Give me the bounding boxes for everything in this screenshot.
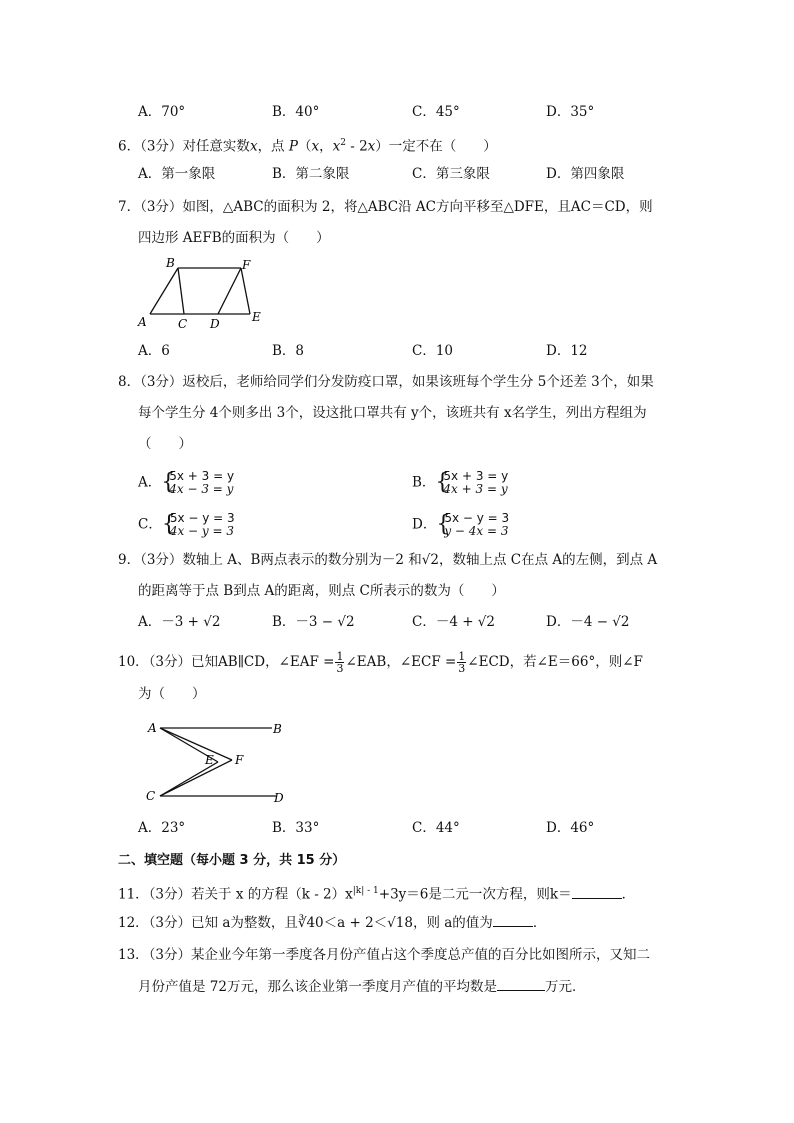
q8-option-c-system <box>162 512 235 538</box>
q8-options-row1 <box>0 464 794 496</box>
q11-text-a: 若关于 x 的方程（k - 2）x <box>191 886 353 903</box>
q7-stem-line2: 四边形 AEFB的面积为（ ） <box>138 230 330 246</box>
q10-frac2-den: 3 <box>458 662 466 675</box>
q9-option-a[interactable]: A．－3 + √2 <box>138 614 221 630</box>
q9-stem-line2: 的距离等于点 B到点 A的距离，则点 C所表示的数为（ ） <box>138 583 505 599</box>
q8-option-b[interactable] <box>412 470 508 496</box>
q8-option-d-system <box>436 512 509 538</box>
q10-frac1-den: 3 <box>336 662 344 675</box>
q8-option-c-label: C． <box>138 516 162 533</box>
q8-stem-line3: （ ） <box>138 436 192 452</box>
q10-option-c[interactable]: C．44° <box>412 820 460 836</box>
q6-exponent: 2 <box>340 138 346 148</box>
q12-score: （3分） <box>148 915 192 931</box>
q13-score: （3分） <box>148 947 192 963</box>
q6-option-b[interactable]: B．第二象限 <box>272 166 350 182</box>
q12-number: 12． <box>118 915 149 931</box>
q10-label-c: C <box>146 789 156 803</box>
q7-edge-fd <box>218 268 241 314</box>
q8-stem-line1 <box>118 372 654 392</box>
q5-options <box>0 102 794 122</box>
q10-line-ce <box>160 762 218 796</box>
q10-fraction-2 <box>457 651 466 674</box>
q12-answer-blank[interactable] <box>493 912 533 927</box>
q8-stem-line2: 每个学生分 4个则多出 3个，设这批口罩共有 y个，该班共有 x名学生，列出方程组为 <box>138 405 647 421</box>
q8-option-c-eq2: 4x − y = 3 <box>169 524 235 538</box>
q9-option-d[interactable]: D．－4 − √2 <box>546 614 630 630</box>
q8-option-b-label: B． <box>412 474 436 491</box>
q10-figure <box>140 716 300 808</box>
q6-score: （3分） <box>140 138 183 155</box>
q13-line1: 某企业今年第一季度各月份产值占这个季度总产值的百分比如图所示，又知二 <box>191 947 651 963</box>
q11-stem <box>118 881 635 905</box>
q7-label-c: C <box>178 317 188 331</box>
q10-stem-line1 <box>118 649 643 675</box>
q13-number: 13． <box>118 947 149 963</box>
q7-label-a: A <box>138 315 147 329</box>
q7-option-a[interactable]: A．6 <box>138 343 170 359</box>
q10-option-b[interactable]: B．33° <box>272 820 320 836</box>
q8-score: （3分） <box>140 374 183 390</box>
brace-icon: { <box>435 470 450 495</box>
q13-line2: 月份产值是 72万元，那么该企业第一季度月产值的平均数是 <box>138 979 497 995</box>
q10-option-a[interactable]: A．23° <box>138 820 186 836</box>
section-2-title: 二、填空题（每小题 3 分，共 15 分） <box>118 853 346 868</box>
q10-number: 10． <box>118 654 149 670</box>
q5-option-d[interactable]: D．35° <box>546 104 595 120</box>
q7-figure <box>134 256 264 332</box>
q11-text-end: ． <box>621 886 636 903</box>
q8-option-d-label: D． <box>412 516 437 533</box>
q9-stem-line1 <box>118 550 657 570</box>
q6-text-end: ）一定不在（ ） <box>375 138 497 155</box>
q8-option-b-system <box>435 470 508 496</box>
q6-text: 对任意实数 <box>182 138 250 155</box>
q10-label-f: F <box>235 753 244 767</box>
q6-point-p: P <box>288 138 298 155</box>
q12-stem <box>118 912 546 933</box>
q8-option-c[interactable] <box>138 512 235 538</box>
q10-line-cf <box>160 760 232 796</box>
q5-option-b[interactable]: B．40° <box>272 104 320 120</box>
q7-label-f: F <box>242 258 251 272</box>
q9-option-b[interactable]: B．－3 − √2 <box>272 614 355 630</box>
q6-var-x: x <box>249 138 258 155</box>
q9-score: （3分） <box>140 552 183 568</box>
q8-option-d-eq2: y − 4x = 3 <box>444 524 509 538</box>
q6-option-a[interactable]: A．第一象限 <box>138 166 216 182</box>
q10-score: （3分） <box>148 654 192 670</box>
q10-fraction-1 <box>335 651 344 674</box>
q7-line1: 如图，△ABC的面积为 2，将△ABC沿 AC方向平移至△DFE，且AC＝CD，则 <box>182 199 653 215</box>
q5-option-c[interactable]: C．45° <box>412 104 460 120</box>
q7-options <box>0 341 794 361</box>
q13-line2-end: 万元． <box>544 979 586 995</box>
q8-option-d[interactable] <box>412 512 509 538</box>
q8-option-a-label: A． <box>138 474 162 491</box>
q9-line1: 数轴上 A、B两点表示的数分别为－2 和√2，数轴上点 C在点 A的左侧，到点 A <box>182 552 658 568</box>
q10-stem-line2: 为（ ） <box>138 686 206 702</box>
q7-option-d[interactable]: D．12 <box>546 343 588 359</box>
q7-label-d: D <box>210 317 220 331</box>
q8-option-a[interactable] <box>138 470 234 496</box>
q7-edge-fe <box>241 268 250 314</box>
q6-coord-x: x <box>311 138 320 155</box>
q11-answer-blank[interactable] <box>572 884 622 899</box>
q8-line1: 返校后，老师给同学们分发防疫口罩，如果该班每个学生分 5个还差 3个，如果 <box>182 374 654 390</box>
q10-option-d[interactable]: D．46° <box>546 820 595 836</box>
brace-icon: { <box>436 512 451 537</box>
q6-coord-sep: ， <box>319 138 333 155</box>
q7-edge-bc <box>178 268 184 314</box>
q6-coord-x2: x <box>332 138 341 155</box>
q10-line-af <box>160 728 232 760</box>
q10-text-a: 已知AB∥CD，∠EAF = <box>191 654 335 670</box>
brace-icon: { <box>161 470 176 495</box>
q8-option-a-eq2: 4x − 3 = y <box>169 482 234 496</box>
q12-text-a: 已知 a为整数，且∛40＜a + 2＜√18，则 a的值为 <box>191 915 493 931</box>
q10-label-d: D <box>274 791 284 805</box>
q7-option-c[interactable]: C．10 <box>412 343 454 359</box>
q7-label-b: B <box>166 256 175 270</box>
q8-option-c-eq1: 5x − y = 3 <box>169 511 235 525</box>
q10-options <box>0 818 794 838</box>
q7-score: （3分） <box>140 199 183 215</box>
q10-frac1-num: 1 <box>336 650 344 663</box>
q13-stem-line2 <box>138 976 585 997</box>
q8-option-b-eq1: 5x + 3 = y <box>443 469 509 483</box>
q7-edge-ab <box>150 268 178 314</box>
q9-options <box>0 612 794 632</box>
q9-option-c[interactable]: C．－4 + √2 <box>412 614 496 630</box>
q9-number: 9． <box>118 552 141 568</box>
q10-label-b: B <box>273 722 282 736</box>
q6-minus: - 2 <box>345 138 368 155</box>
q11-score: （3分） <box>148 886 192 903</box>
q10-label-a: A <box>148 721 157 735</box>
q5-option-a[interactable]: A．70° <box>138 104 186 120</box>
q8-option-a-system <box>161 470 234 496</box>
q10-text-b: ∠EAB，∠ECF = <box>345 654 457 670</box>
q6-option-d[interactable]: D．第四象限 <box>546 166 625 182</box>
q6-options <box>0 164 794 184</box>
q8-number: 8． <box>118 374 141 390</box>
q8-option-a-eq1: 5x + 3 = y <box>169 469 235 483</box>
q11-text-b: +3y＝6是二元一次方程，则k＝ <box>378 886 572 903</box>
q10-label-e: E <box>205 753 214 767</box>
q7-option-b[interactable]: B．8 <box>272 343 305 359</box>
q12-text-end: ． <box>532 915 547 931</box>
q11-exponent: |k| - 1 <box>352 886 379 896</box>
brace-icon: { <box>161 512 176 537</box>
q6-text-mid: ，点 <box>257 138 285 155</box>
q11-number: 11． <box>118 886 149 903</box>
q6-stem <box>118 133 497 157</box>
q7-label-e: E <box>252 310 261 324</box>
q8-options-row2 <box>0 506 794 538</box>
q8-option-b-eq2: 4x + 3 = y <box>443 482 508 496</box>
q10-text-c: ∠ECD，若∠E＝66°，则∠F <box>467 654 643 670</box>
q6-coord-x3: x <box>367 138 376 155</box>
q6-paren-open: （ <box>297 138 312 155</box>
q6-option-c[interactable]: C．第三象限 <box>412 166 490 182</box>
q7-stem-line1 <box>118 197 653 217</box>
q8-option-d-eq1: 5x − y = 3 <box>444 511 510 525</box>
q10-frac2-num: 1 <box>458 650 466 663</box>
q7-number: 7． <box>118 199 141 215</box>
q13-stem-line1 <box>118 945 650 965</box>
q13-answer-blank[interactable] <box>497 976 545 991</box>
q6-number: 6． <box>118 138 141 155</box>
